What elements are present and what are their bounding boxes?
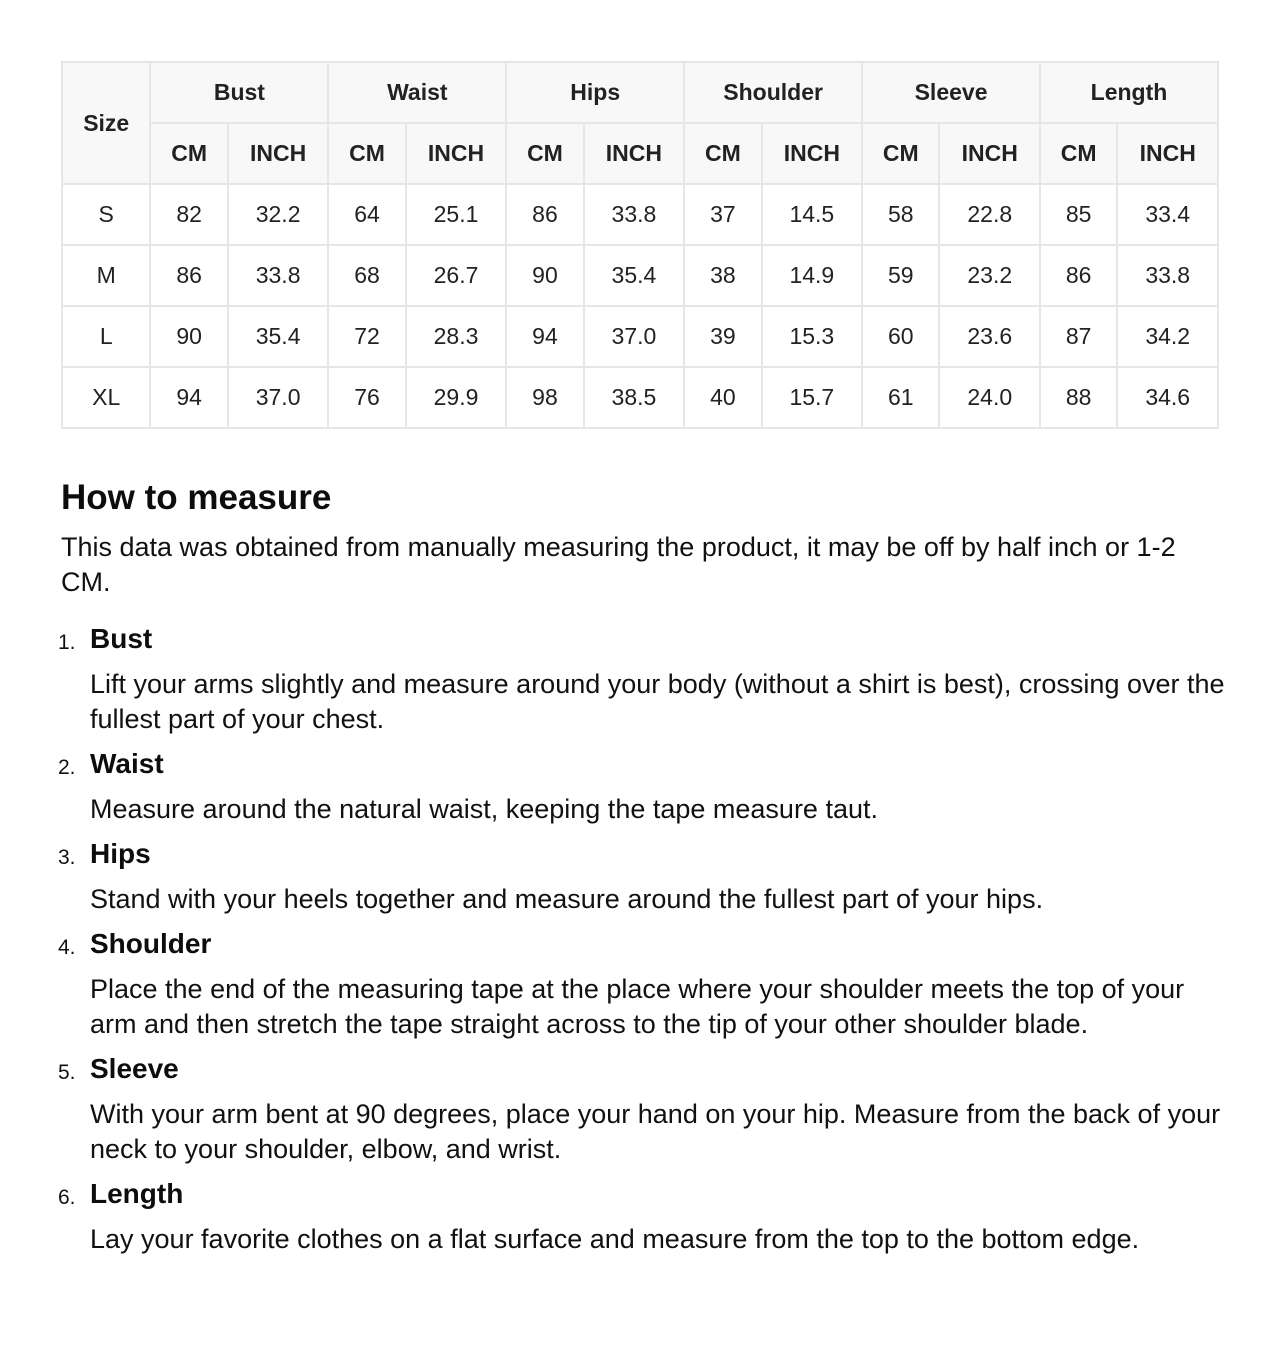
step-description: Lay your favorite clothes on a flat surface and measure from the top to the bottom edge. (90, 1224, 1140, 1254)
step-hips (58, 837, 1231, 917)
table-row (62, 367, 1218, 428)
table-cell: 61 (862, 367, 939, 428)
table-cell: 15.3 (762, 306, 863, 367)
table-cell: 37.0 (584, 306, 685, 367)
guide-title: How to measure (61, 478, 332, 517)
table-cell: 86 (506, 184, 583, 245)
table-cell: 24.0 (939, 367, 1040, 428)
table-cell: 85 (1040, 184, 1117, 245)
table-cell: 33.8 (1117, 245, 1218, 306)
table-cell: 34.2 (1117, 306, 1218, 367)
table-cell: 38.5 (584, 367, 685, 428)
table-cell: 32.2 (228, 184, 329, 245)
table-cell: 82 (150, 184, 227, 245)
measure-steps-list (58, 622, 1231, 1257)
size-cell: L (62, 306, 150, 367)
table-cell: 60 (862, 306, 939, 367)
table-cell: 72 (328, 306, 405, 367)
table-cell: 35.4 (584, 245, 685, 306)
table-cell: 98 (506, 367, 583, 428)
size-column-header: Size (62, 62, 150, 184)
size-cell: XL (62, 367, 150, 428)
step-description: Place the end of the measuring tape at the place where your shoulder meets the top of your arm and then stretch the tape straight across to the tip of your other shoulder blade. (90, 974, 1185, 1039)
table-cell: 58 (862, 184, 939, 245)
step-title: Waist (90, 748, 164, 779)
unit-header-inch: INCH (406, 123, 507, 184)
unit-header-cm: CM (328, 123, 405, 184)
step-title: Bust (90, 623, 153, 654)
table-cell: 39 (684, 306, 761, 367)
step-description: Lift your arms slightly and measure around your body (without a shirt is best), crossing over the fullest part of your chest. (90, 669, 1225, 734)
table-cell: 25.1 (406, 184, 507, 245)
unit-header-inch: INCH (939, 123, 1040, 184)
step-bust (58, 622, 1231, 737)
table-cell: 23.2 (939, 245, 1040, 306)
step-length (58, 1177, 1231, 1257)
measure-guide (58, 474, 1231, 1267)
header-row-groups (62, 62, 1218, 123)
table-cell: 15.7 (762, 367, 863, 428)
unit-header-inch: INCH (1117, 123, 1218, 184)
step-number: 1. (58, 631, 76, 654)
table-header (62, 62, 1218, 184)
table-cell: 87 (1040, 306, 1117, 367)
table-cell: 28.3 (406, 306, 507, 367)
table-cell: 64 (328, 184, 405, 245)
table-cell: 90 (506, 245, 583, 306)
step-number: 3. (58, 846, 76, 869)
step-number: 6. (58, 1186, 76, 1209)
sleeve-group-header: Sleeve (862, 62, 1040, 123)
table-cell: 86 (150, 245, 227, 306)
step-number: 5. (58, 1061, 76, 1084)
step-sleeve (58, 1052, 1231, 1167)
table-cell: 22.8 (939, 184, 1040, 245)
table-cell: 14.9 (762, 245, 863, 306)
table-cell: 33.4 (1117, 184, 1218, 245)
table-cell: 23.6 (939, 306, 1040, 367)
size-chart-table (61, 61, 1219, 429)
size-cell: S (62, 184, 150, 245)
hips-group-header: Hips (506, 62, 684, 123)
header-row-units (62, 123, 1218, 184)
table-cell: 94 (506, 306, 583, 367)
table-cell: 38 (684, 245, 761, 306)
unit-header-inch: INCH (228, 123, 329, 184)
size-cell: M (62, 245, 150, 306)
table-cell: 34.6 (1117, 367, 1218, 428)
guide-intro: This data was obtained from manually measuring the product, it may be off by half inch or 1-2 CM. (61, 532, 1176, 597)
table-cell: 37 (684, 184, 761, 245)
table-cell: 35.4 (228, 306, 329, 367)
table-cell: 37.0 (228, 367, 329, 428)
table-cell: 94 (150, 367, 227, 428)
waist-group-header: Waist (328, 62, 506, 123)
table-cell: 90 (150, 306, 227, 367)
step-description: With your arm bent at 90 degrees, place your hand on your hip. Measure from the back of your neck to your shoulder, elbow, and wrist. (90, 1099, 1221, 1164)
table-cell: 76 (328, 367, 405, 428)
table-cell: 14.5 (762, 184, 863, 245)
table-cell: 86 (1040, 245, 1117, 306)
shoulder-group-header: Shoulder (684, 62, 862, 123)
table-cell: 33.8 (228, 245, 329, 306)
bust-group-header: Bust (150, 62, 328, 123)
table-cell: 88 (1040, 367, 1117, 428)
unit-header-inch: INCH (584, 123, 685, 184)
length-group-header: Length (1040, 62, 1218, 123)
step-description: Measure around the natural waist, keeping the tape measure taut. (90, 794, 878, 824)
step-title: Shoulder (90, 928, 212, 959)
table-row (62, 184, 1218, 245)
unit-header-cm: CM (862, 123, 939, 184)
step-number: 4. (58, 936, 76, 959)
table-body (62, 184, 1218, 428)
step-waist (58, 747, 1231, 827)
table-cell: 26.7 (406, 245, 507, 306)
table-cell: 68 (328, 245, 405, 306)
step-shoulder (58, 927, 1231, 1042)
step-title: Hips (90, 838, 151, 869)
step-title: Length (90, 1178, 184, 1209)
unit-header-inch: INCH (762, 123, 863, 184)
unit-header-cm: CM (150, 123, 227, 184)
table-cell: 29.9 (406, 367, 507, 428)
unit-header-cm: CM (506, 123, 583, 184)
table-cell: 33.8 (584, 184, 685, 245)
unit-header-cm: CM (684, 123, 761, 184)
step-description: Stand with your heels together and measure around the fullest part of your hips. (90, 884, 1044, 914)
table-row (62, 306, 1218, 367)
table-row (62, 245, 1218, 306)
step-number: 2. (58, 756, 76, 779)
unit-header-cm: CM (1040, 123, 1117, 184)
table-cell: 59 (862, 245, 939, 306)
step-title: Sleeve (90, 1053, 179, 1084)
table-cell: 40 (684, 367, 761, 428)
